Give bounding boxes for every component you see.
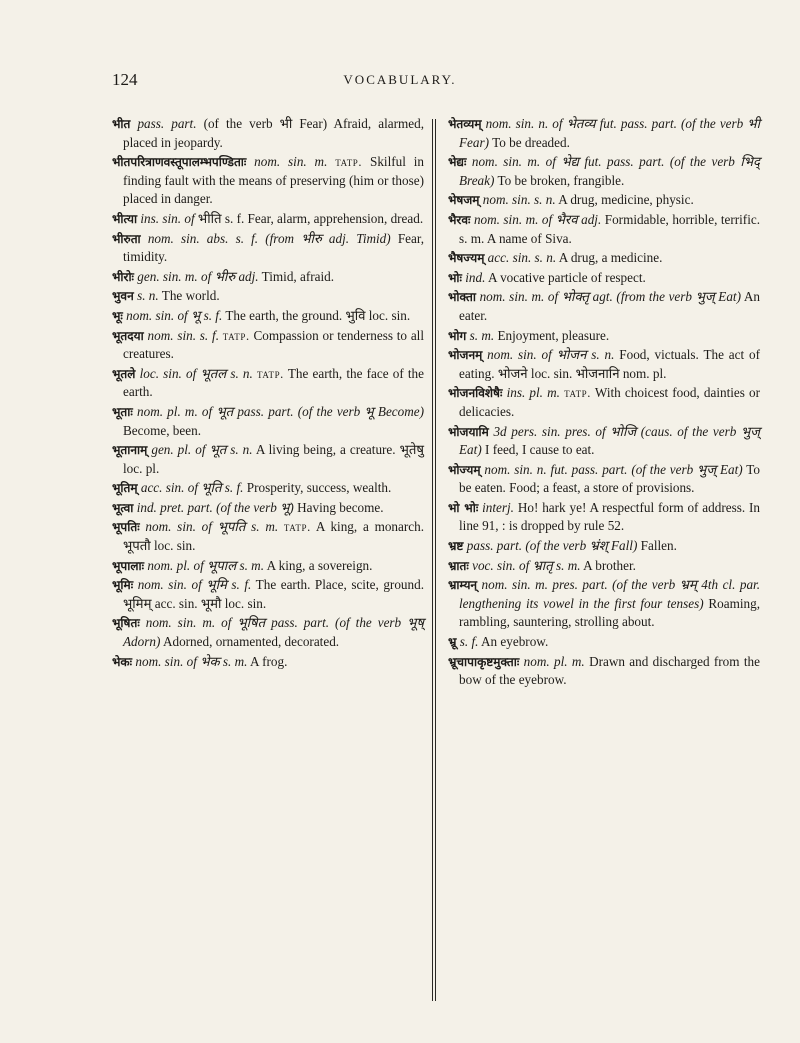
definition: Timid, afraid. <box>261 268 335 284</box>
headword: भूताः <box>112 404 133 419</box>
headword: भुवन <box>112 289 134 304</box>
dictionary-entry <box>448 346 760 383</box>
definition: भीति s. f. Fear, alarm, apprehension, dread. <box>197 210 424 226</box>
dictionary-entry <box>448 633 760 652</box>
dictionary-entry <box>112 210 424 229</box>
definition: Adorned, ornamented, decorated. <box>162 634 340 650</box>
grammar-note: s. n. <box>137 288 159 304</box>
grammar-note: nom. sin. m. of भूषित pass. part. (of the verb भूष् Adorn) <box>123 615 425 650</box>
grammar-note: nom. pl. of भूपाल s. m. <box>147 557 264 573</box>
definition: A living being, a creature. भूतेषु loc. pl. <box>123 442 424 476</box>
grammar-note: ind. pret. part. (of the verb भू) <box>136 499 294 515</box>
headword: भोज्यम् <box>448 462 481 477</box>
grammar-note: nom. sin. of भू s. f. <box>126 307 223 323</box>
definition: Prosperity, success, wealth. <box>246 480 392 496</box>
dictionary-entry <box>448 653 760 690</box>
grammar-note: gen. sin. m. of भीरु adj. <box>137 268 259 284</box>
definition: To be broken, frangible. <box>497 172 625 188</box>
headword: भूपतिः <box>112 520 140 535</box>
dictionary-entry <box>448 327 760 346</box>
column-divider <box>432 119 436 1001</box>
dictionary-entry <box>448 576 760 632</box>
compound-tag: tatp. <box>335 155 363 170</box>
headword: भोजनविशेषैः <box>448 386 503 401</box>
definition: Skilful in finding fault with the means of preserving (him or those) placed in danger. <box>123 154 424 207</box>
definition: Roaming, rambling, sauntering, strolling about. <box>459 595 760 630</box>
dictionary-entry <box>112 365 424 402</box>
grammar-note: nom. sin. m. of भोक्तृ agt. (from the verb भुज् Eat) <box>479 289 741 305</box>
compound-tag: tatp. <box>564 386 592 401</box>
definition: Fallen. <box>640 538 677 554</box>
definition: A vocative particle of respect. <box>488 269 646 285</box>
grammar-note: voc. sin. of भ्रातृ s. m. <box>472 557 581 573</box>
headword: भेतव्यम् <box>448 117 482 131</box>
definition: The world. <box>161 288 220 304</box>
headword: भेषजम् <box>448 193 480 208</box>
grammar-note: nom. sin. of भोजन s. n. <box>487 347 615 363</box>
grammar-note: nom. sin. m. of भैरव adj. <box>473 211 602 227</box>
dictionary-entry <box>112 499 424 518</box>
dictionary-entry <box>112 153 424 209</box>
headword: भूत्वा <box>112 500 134 515</box>
definition: Having become. <box>297 499 384 515</box>
headword: भीतपरित्राणवस्तूपालम्भपण्डिताः <box>112 155 247 170</box>
headword: भीत्या <box>112 211 138 226</box>
right-column <box>448 115 760 691</box>
dictionary-entry <box>448 537 760 556</box>
headword: भ्राम्यन् <box>448 578 478 593</box>
dictionary-entry <box>112 307 424 326</box>
compound-tag: tatp. <box>222 328 250 343</box>
definition: An eyebrow. <box>481 634 549 650</box>
running-title: VOCABULARY. <box>343 72 457 87</box>
headword: भैषज्यम् <box>448 251 485 266</box>
dictionary-entry <box>112 115 424 152</box>
definition: The earth. Place, scite, ground. भूमिम् acc. sin. भूमौ loc. sin. <box>123 577 424 611</box>
grammar-note: nom. sin. of भूमि s. f. <box>137 577 252 593</box>
headword: भूमिः <box>112 578 134 593</box>
headword: भ्रातः <box>448 558 469 573</box>
definition: To be eaten. Food; a feast, a store of provisions. <box>459 461 760 496</box>
dictionary-entry <box>112 576 424 613</box>
headword: भूतले <box>112 366 136 381</box>
definition: A brother. <box>583 557 636 573</box>
headword: भोजयामि <box>448 424 489 439</box>
grammar-note: nom. sin. n. of भेतव्य fut. pass. part. (of the verb भी Fear) <box>459 116 760 150</box>
definition: A king, a monarch. भूपतौ loc. sin. <box>123 519 425 554</box>
dictionary-entry <box>112 287 424 306</box>
grammar-note: nom. sin. of भूपति s. m. <box>145 519 279 535</box>
headword: भूपालाः <box>112 558 145 573</box>
definition: The earth, the ground. भुवि loc. sin. <box>225 307 411 323</box>
dictionary-entry <box>448 249 760 268</box>
grammar-note: s. m. <box>469 327 495 343</box>
grammar-note: nom. sin. s. n. <box>482 192 556 208</box>
grammar-note: nom. sin. m. of भेद्य fut. pass. part. (of the verb भिद् Break) <box>459 154 761 188</box>
left-column <box>112 115 424 672</box>
dictionary-entry <box>448 269 760 288</box>
grammar-note: gen. pl. of भूत s. n. <box>151 442 253 458</box>
dictionary-entry <box>448 461 760 498</box>
definition: Compassion or tenderness to all creatures. <box>123 327 424 362</box>
grammar-note: nom. sin. s. f. <box>147 327 219 343</box>
dictionary-entry <box>112 327 424 364</box>
headword: भूः <box>112 308 123 323</box>
dictionary-entry <box>448 191 760 210</box>
grammar-note: ind. <box>465 269 486 285</box>
definition: A drug, a medicine. <box>558 250 663 266</box>
headword: भूतदया <box>112 328 144 343</box>
dictionary-entry <box>448 384 760 421</box>
headword: भोजनम् <box>448 348 483 363</box>
definition: (of the verb भी Fear) Afraid, alarmed, placed in jeopardy. <box>123 116 425 150</box>
headword: भैरवः <box>448 212 471 227</box>
dictionary-entry <box>112 403 424 440</box>
dictionary-entry <box>448 153 760 190</box>
headword: भ्रू <box>448 635 457 650</box>
headword: भूषितः <box>112 616 140 631</box>
headword: भोः <box>448 270 462 285</box>
headword: भ्रष्ट <box>448 539 464 554</box>
headword: भूतिम् <box>112 481 138 496</box>
definition: I feed, I cause to eat. <box>485 442 595 458</box>
grammar-note: nom. pl. m. <box>523 653 585 669</box>
definition: A drug, medicine, physic. <box>558 192 694 208</box>
definition: Ho! hark ye! A respectful form of address. In line 91, : is dropped by rule 52. <box>459 499 760 534</box>
headword: भूतानाम् <box>112 443 148 458</box>
grammar-note: loc. sin. of भूतल s. n. <box>139 365 253 381</box>
definition: Enjoyment, pleasure. <box>497 327 610 343</box>
grammar-note: nom. sin. m. <box>254 154 328 170</box>
dictionary-entry <box>448 557 760 576</box>
grammar-note: nom. sin. abs. s. f. (from भीरु adj. Timid) <box>147 230 391 246</box>
headword: भोग <box>448 328 467 343</box>
headword: भीरुता <box>112 231 141 246</box>
dictionary-entry <box>112 614 424 651</box>
headword: भ्रूचापाकृष्टमुक्ताः <box>448 654 520 669</box>
dictionary-entry <box>112 479 424 498</box>
grammar-note: pass. part. <box>137 116 197 131</box>
grammar-note: ins. pl. m. <box>506 385 560 401</box>
definition: An eater. <box>459 289 761 323</box>
definition: A frog. <box>250 653 288 669</box>
headword: भीरोः <box>112 269 134 284</box>
compound-tag: tatp. <box>283 520 311 535</box>
dictionary-entry <box>112 230 424 267</box>
page-header <box>112 70 688 96</box>
page-number: 124 <box>112 70 138 89</box>
headword: भीत <box>112 117 131 131</box>
headword: भेकः <box>112 654 133 669</box>
dictionary-entry <box>448 211 760 248</box>
headword: भोक्ता <box>448 290 476 305</box>
dictionary-entry <box>448 423 760 460</box>
grammar-note: acc. sin. s. n. <box>487 250 557 266</box>
definition: The earth, the face of the earth. <box>123 365 425 400</box>
headword: भो भोः <box>448 500 479 515</box>
definition: A king, a sovereign. <box>266 557 373 573</box>
definition: Drawn and discharged from the bow of the eyebrow. <box>459 653 760 688</box>
compound-tag: tatp. <box>257 366 284 381</box>
definition: Formidable, horrible, terrific. s. m. A name of Siva. <box>459 211 761 246</box>
definition: Food, victuals. The act of eating. भोजने loc. sin. भोजनानि nom. pl. <box>459 347 760 381</box>
grammar-note: nom. sin. n. fut. pass. part. (of the verb भुज् Eat) <box>484 461 743 477</box>
dictionary-entry <box>112 653 424 672</box>
grammar-note: nom. sin. m. pres. part. (of the verb भ्रम् 4th cl. par. lengthening its vowel in the first four tenses) <box>459 577 760 611</box>
dictionary-entry <box>112 441 424 478</box>
grammar-note: 3d pers. sin. pres. of भोजि (caus. of the verb भुज् Eat) <box>459 423 761 458</box>
grammar-note: pass. part. (of the verb भ्रंश् Fall) <box>466 538 638 554</box>
dictionary-entry <box>112 518 424 555</box>
grammar-note: nom. sin. of भेक s. m. <box>135 653 248 669</box>
definition: Become, been. <box>123 422 201 438</box>
grammar-note: nom. pl. m. of भूत pass. part. (of the verb भू Become) <box>137 403 425 419</box>
definition: To be dreaded. <box>492 134 570 150</box>
grammar-note: ins. sin. of <box>140 210 195 226</box>
grammar-note: interj. <box>482 499 514 515</box>
dictionary-entry <box>112 557 424 576</box>
dictionary-entry <box>448 288 760 325</box>
dictionary-entry <box>112 268 424 287</box>
dictionary-entry <box>448 115 760 152</box>
dictionary-entry <box>448 499 760 536</box>
definition: Fear, timidity. <box>123 230 425 265</box>
headword: भेद्यः <box>448 155 467 170</box>
grammar-note: s. f. <box>459 634 479 650</box>
definition: With choicest food, dainties or delicacies. <box>459 385 761 419</box>
grammar-note: acc. sin. of भूति s. f. <box>140 480 244 496</box>
